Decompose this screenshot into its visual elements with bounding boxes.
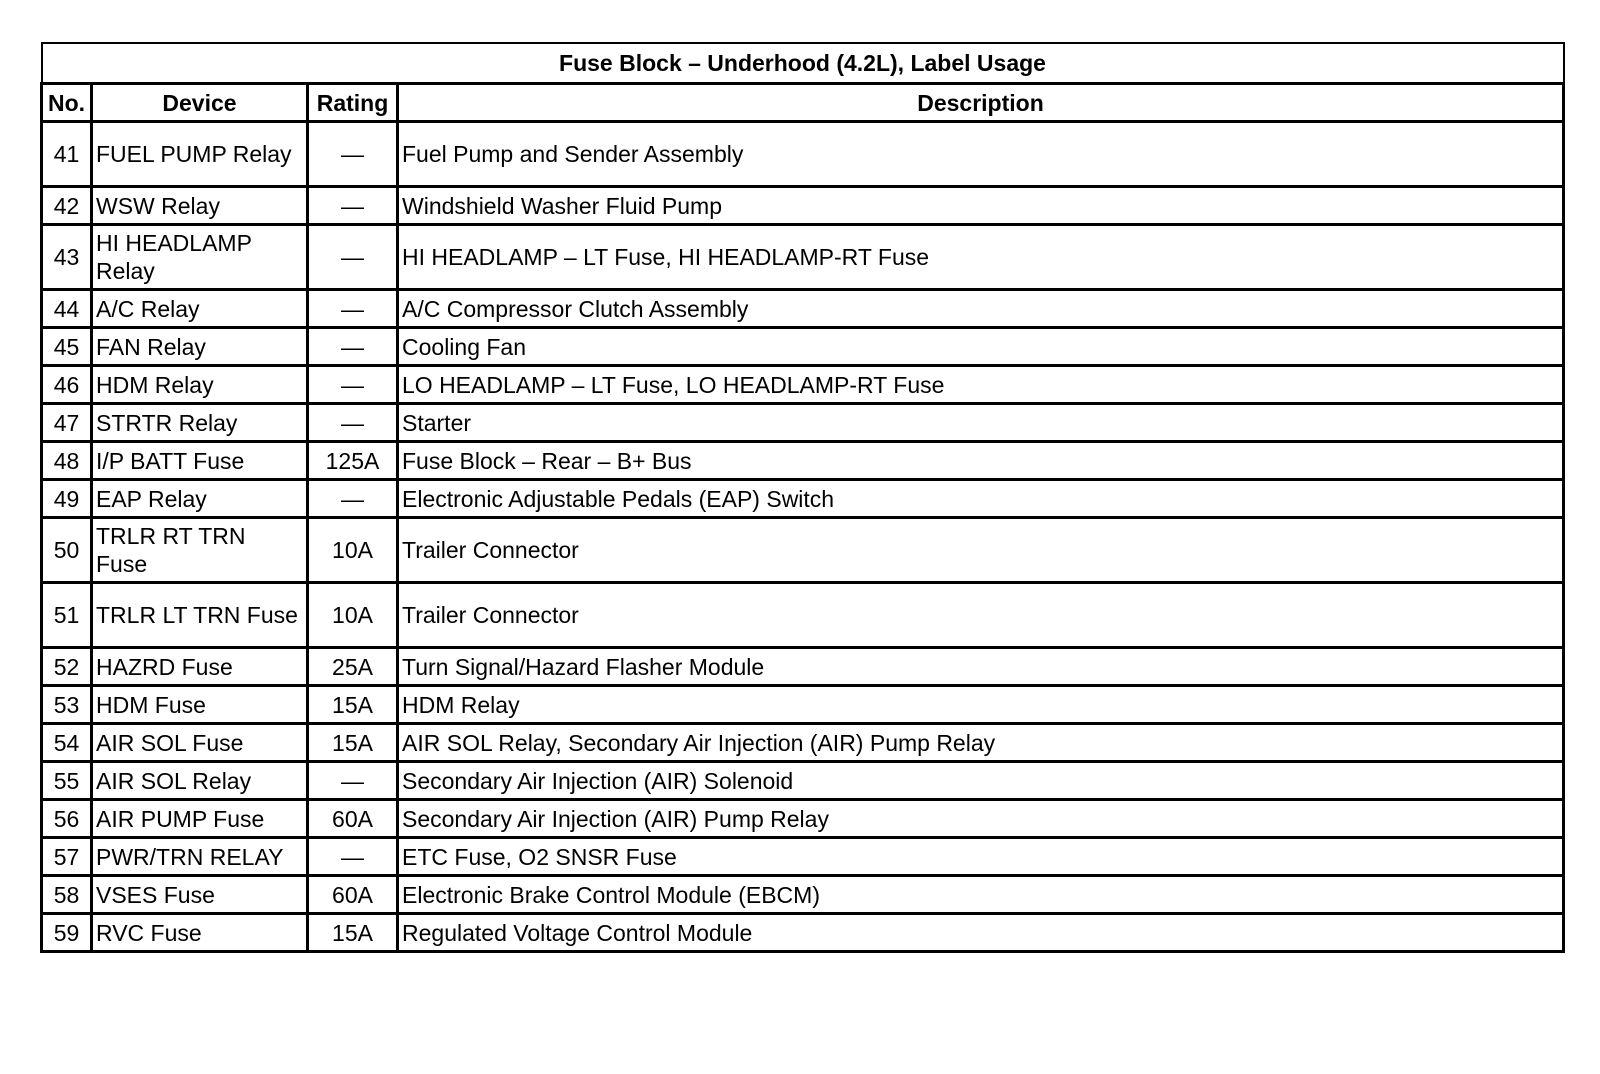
cell-device: TRLR LT TRN Fuse xyxy=(92,583,308,648)
cell-rating: — xyxy=(308,225,398,290)
cell-rating: — xyxy=(308,762,398,800)
cell-device: RVC Fuse xyxy=(92,914,308,952)
cell-no: 55 xyxy=(42,762,92,800)
table-row xyxy=(42,838,1564,876)
table-row xyxy=(42,648,1564,686)
cell-no: 47 xyxy=(42,404,92,442)
cell-no: 52 xyxy=(42,648,92,686)
cell-device: AIR SOL Fuse xyxy=(92,724,308,762)
cell-no: 56 xyxy=(42,800,92,838)
cell-device: HDM Fuse xyxy=(92,686,308,724)
cell-description: Fuel Pump and Sender Assembly xyxy=(398,122,1564,187)
cell-no: 54 xyxy=(42,724,92,762)
table-row xyxy=(42,225,1564,290)
cell-description: HI HEADLAMP – LT Fuse, HI HEADLAMP-RT Fuse xyxy=(398,225,1564,290)
cell-description: Secondary Air Injection (AIR) Pump Relay xyxy=(398,800,1564,838)
table-title: Fuse Block – Underhood (4.2L), Label Usage xyxy=(42,43,1564,84)
cell-device: I/P BATT Fuse xyxy=(92,442,308,480)
table-row xyxy=(42,876,1564,914)
table-row xyxy=(42,187,1564,225)
cell-device: HI HEADLAMP Relay xyxy=(92,225,308,290)
table-row xyxy=(42,290,1564,328)
cell-rating: 15A xyxy=(308,686,398,724)
cell-device: FUEL PUMP Relay xyxy=(92,122,308,187)
table-row xyxy=(42,442,1564,480)
cell-device: STRTR Relay xyxy=(92,404,308,442)
cell-device: AIR PUMP Fuse xyxy=(92,800,308,838)
table-row xyxy=(42,480,1564,518)
cell-description: Cooling Fan xyxy=(398,328,1564,366)
cell-no: 41 xyxy=(42,122,92,187)
cell-description: Trailer Connector xyxy=(398,518,1564,583)
cell-device: HDM Relay xyxy=(92,366,308,404)
cell-description: ETC Fuse, O2 SNSR Fuse xyxy=(398,838,1564,876)
table-row xyxy=(42,914,1564,952)
cell-no: 45 xyxy=(42,328,92,366)
cell-description: Starter xyxy=(398,404,1564,442)
table-row xyxy=(42,762,1564,800)
header-no: No. xyxy=(42,84,92,122)
cell-description: Electronic Adjustable Pedals (EAP) Switch xyxy=(398,480,1564,518)
cell-description: Electronic Brake Control Module (EBCM) xyxy=(398,876,1564,914)
cell-device: PWR/TRN RELAY xyxy=(92,838,308,876)
cell-description: A/C Compressor Clutch Assembly xyxy=(398,290,1564,328)
cell-device: A/C Relay xyxy=(92,290,308,328)
cell-no: 57 xyxy=(42,838,92,876)
cell-device: EAP Relay xyxy=(92,480,308,518)
table-row xyxy=(42,328,1564,366)
cell-device: FAN Relay xyxy=(92,328,308,366)
cell-device: VSES Fuse xyxy=(92,876,308,914)
cell-description: LO HEADLAMP – LT Fuse, LO HEADLAMP-RT Fuse xyxy=(398,366,1564,404)
cell-rating: 25A xyxy=(308,648,398,686)
table-row xyxy=(42,366,1564,404)
table-row xyxy=(42,122,1564,187)
cell-description: Windshield Washer Fluid Pump xyxy=(398,187,1564,225)
cell-description: Trailer Connector xyxy=(398,583,1564,648)
header-rating: Rating xyxy=(308,84,398,122)
header-device: Device xyxy=(92,84,308,122)
cell-rating: — xyxy=(308,404,398,442)
cell-no: 50 xyxy=(42,518,92,583)
cell-no: 46 xyxy=(42,366,92,404)
cell-no: 44 xyxy=(42,290,92,328)
cell-no: 48 xyxy=(42,442,92,480)
cell-rating: — xyxy=(308,480,398,518)
cell-rating: — xyxy=(308,366,398,404)
table-title-row xyxy=(42,43,1564,84)
header-description: Description xyxy=(398,84,1564,122)
table-row xyxy=(42,800,1564,838)
cell-rating: — xyxy=(308,838,398,876)
table-row xyxy=(42,404,1564,442)
fuse-block-table xyxy=(40,42,1565,953)
cell-rating: 15A xyxy=(308,914,398,952)
cell-no: 49 xyxy=(42,480,92,518)
cell-no: 51 xyxy=(42,583,92,648)
table-row xyxy=(42,686,1564,724)
cell-no: 43 xyxy=(42,225,92,290)
cell-no: 53 xyxy=(42,686,92,724)
table-row xyxy=(42,518,1564,583)
cell-rating: 10A xyxy=(308,518,398,583)
cell-device: TRLR RT TRN Fuse xyxy=(92,518,308,583)
cell-description: Fuse Block – Rear – B+ Bus xyxy=(398,442,1564,480)
cell-device: AIR SOL Relay xyxy=(92,762,308,800)
cell-description: Turn Signal/Hazard Flasher Module xyxy=(398,648,1564,686)
cell-rating: — xyxy=(308,290,398,328)
cell-no: 58 xyxy=(42,876,92,914)
table-header-row xyxy=(42,84,1564,122)
table-row xyxy=(42,724,1564,762)
cell-device: WSW Relay xyxy=(92,187,308,225)
table-row xyxy=(42,583,1564,648)
cell-rating: — xyxy=(308,122,398,187)
cell-rating: 15A xyxy=(308,724,398,762)
cell-rating: 10A xyxy=(308,583,398,648)
cell-rating: 60A xyxy=(308,876,398,914)
cell-rating: — xyxy=(308,187,398,225)
cell-description: Secondary Air Injection (AIR) Solenoid xyxy=(398,762,1564,800)
cell-no: 59 xyxy=(42,914,92,952)
cell-device: HAZRD Fuse xyxy=(92,648,308,686)
cell-rating: — xyxy=(308,328,398,366)
cell-description: AIR SOL Relay, Secondary Air Injection (AIR) Pump Relay xyxy=(398,724,1564,762)
cell-description: HDM Relay xyxy=(398,686,1564,724)
cell-description: Regulated Voltage Control Module xyxy=(398,914,1564,952)
cell-rating: 60A xyxy=(308,800,398,838)
cell-rating: 125A xyxy=(308,442,398,480)
cell-no: 42 xyxy=(42,187,92,225)
